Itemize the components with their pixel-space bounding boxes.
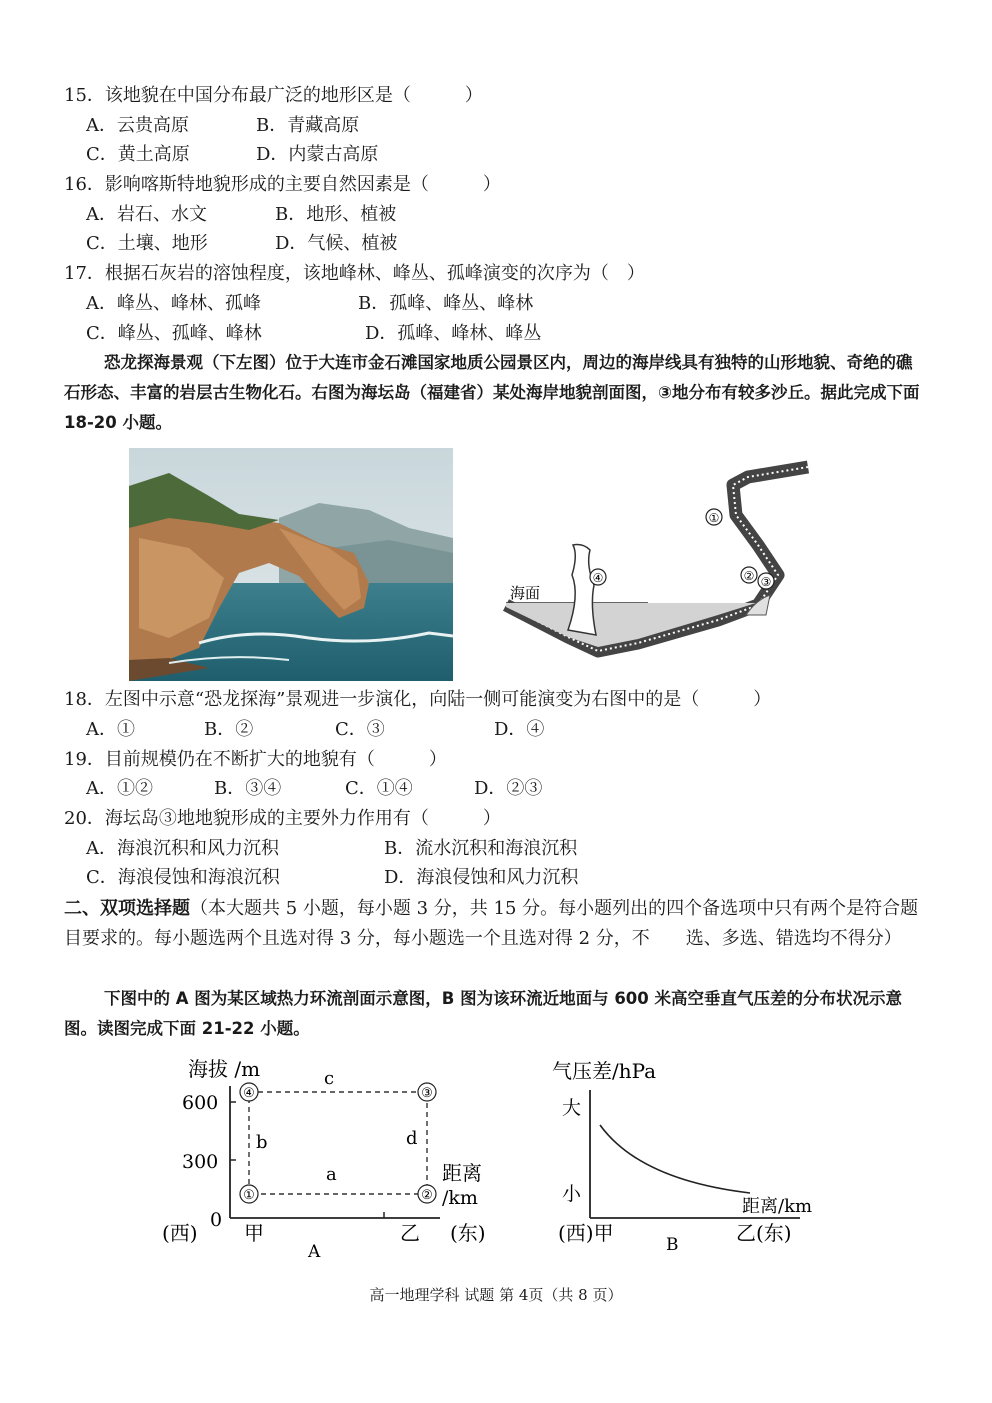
- figb-west-label: (西)甲: [558, 1221, 614, 1245]
- q20-stem: 20．海坛岛③地地貌形成的主要外力作用有（ ）: [64, 808, 501, 829]
- dinosaur-sea-photo: [129, 448, 453, 681]
- material-21-22: 下图中的 A 图为某区域热力环流剖面示意图，B 图为该环流近地面与 600 米高空垂直气压差的分布状况示意图。读图完成下面 21-22 小题。: [64, 989, 903, 1038]
- figa-xunit: /km: [442, 1187, 478, 1209]
- marker-3: ③: [760, 575, 772, 589]
- q15-option-a: A．云贵高原: [86, 115, 189, 136]
- q19-option-b: B．③④: [214, 778, 282, 799]
- figa-point-4: ④: [243, 1086, 255, 1101]
- q18-option-c: C．③: [335, 719, 385, 740]
- figa-caption: A: [308, 1242, 321, 1262]
- q15-option-c: C．黄土高原: [86, 144, 190, 165]
- figa-segment-d: d: [406, 1128, 418, 1149]
- q16-option-a: A．岩石、水文: [86, 204, 207, 225]
- figa-point-3: ③: [421, 1086, 433, 1101]
- figa-west-label: (西): [162, 1221, 198, 1245]
- q18-stem: 18．左图中示意“恐龙探海”景观进一步演化，向陆一侧可能演变为右图中的是（ ）: [64, 689, 772, 710]
- q17-stem: 17．根据石灰岩的溶蚀程度，该地峰林、峰丛、孤峰演变的次序为（ ）: [64, 263, 645, 284]
- figa-segment-b: b: [256, 1132, 268, 1153]
- figa-ytick-300: 300: [182, 1151, 219, 1173]
- q19-option-c: C．①④: [345, 778, 413, 799]
- figa-point-1: ①: [243, 1188, 255, 1203]
- section-2-instructions: （本大题共 5 小题，每小题 3 分，共 15 分。每小题列出的四个备选项中只有两个是符合题目要求的。每小题选两个且选对得 3 分，每小题选一个且选对得 2 分，不 选、多选、错选均不得分）: [64, 898, 919, 949]
- figa-segment-c: c: [324, 1068, 335, 1089]
- q19-stem: 19．目前规模仍在不断扩大的地貌有（ ）: [64, 749, 447, 770]
- figa-yi-label: 乙: [400, 1221, 420, 1245]
- marker-4: ④: [592, 571, 604, 585]
- sea-surface-label: 海面: [510, 584, 541, 602]
- coast-profile-diagram: [498, 455, 838, 685]
- figa-ylabel: 海拔 /m: [188, 1057, 261, 1081]
- figure-a-circulation: [160, 1050, 510, 1265]
- figa-east-label: (东): [450, 1221, 486, 1245]
- figb-low-label: 小: [562, 1183, 582, 1205]
- figa-ytick-0: 0: [210, 1209, 223, 1231]
- q17-option-b: B．孤峰、峰丛、峰林: [358, 293, 534, 314]
- material-18-20: 恐龙探海景观（下左图）位于大连市金石滩国家地质公园景区内，周边的海岸线具有独特的山形地貌、奇绝的礁石形态、丰富的岩层古生物化石。右图为海坛岛（福建省）某处海岸地貌剖面图，③地分布有较多沙丘。据此完成下面 18-20 小题。: [64, 353, 920, 432]
- figb-caption: B: [666, 1235, 679, 1255]
- q15-stem: 15．该地貌在中国分布最广泛的地形区是（ ）: [64, 85, 483, 106]
- figa-xlabel: 距离: [442, 1161, 482, 1185]
- figa-segment-a: a: [326, 1164, 337, 1185]
- page-footer: 高一地理学科 试题 第 4页（共 8 页）: [369, 1286, 623, 1304]
- q15-option-d: D．内蒙古高原: [256, 144, 379, 165]
- q19-option-d: D．②③: [474, 778, 543, 799]
- figb-high-label: 大: [562, 1097, 582, 1119]
- q16-option-d: D．气候、植被: [275, 233, 398, 254]
- figb-xlabel: 距离/km: [742, 1196, 813, 1217]
- q18-option-d: D．④: [494, 719, 545, 740]
- marker-1: ①: [708, 511, 720, 525]
- figb-east-label: 乙(东): [736, 1221, 792, 1245]
- q17-option-c: C．峰丛、孤峰、峰林: [86, 323, 262, 344]
- q20-option-a: A．海浪沉积和风力沉积: [86, 838, 279, 859]
- q18-option-a: A．①: [86, 719, 135, 740]
- figa-point-2: ②: [421, 1188, 433, 1203]
- q16-stem: 16．影响喀斯特地貌形成的主要自然因素是（ ）: [64, 174, 501, 195]
- marker-2: ②: [743, 569, 755, 583]
- q17-option-a: A．峰丛、峰林、孤峰: [86, 293, 261, 314]
- q16-option-b: B．地形、植被: [275, 204, 397, 225]
- figb-ylabel: 气压差/hPa: [552, 1059, 657, 1083]
- q15-option-b: B．青藏高原: [256, 115, 360, 136]
- q20-option-b: B．流水沉积和海浪沉积: [384, 838, 578, 859]
- figa-ytick-600: 600: [182, 1092, 219, 1114]
- section-2-header: [64, 894, 926, 954]
- q20-option-c: C．海浪侵蚀和海浪沉积: [86, 867, 280, 888]
- q17-option-d: D．孤峰、峰林、峰丛: [365, 323, 542, 344]
- q16-option-c: C．土壤、地形: [86, 233, 208, 254]
- q18-option-b: B．②: [204, 719, 254, 740]
- q19-option-a: A．①②: [86, 778, 153, 799]
- q20-option-d: D．海浪侵蚀和风力沉积: [384, 867, 579, 888]
- section-2-heading: 二、双项选择题: [64, 898, 190, 919]
- figa-jia-label: 甲: [244, 1221, 264, 1245]
- figure-b-pressure-curve: [550, 1050, 840, 1265]
